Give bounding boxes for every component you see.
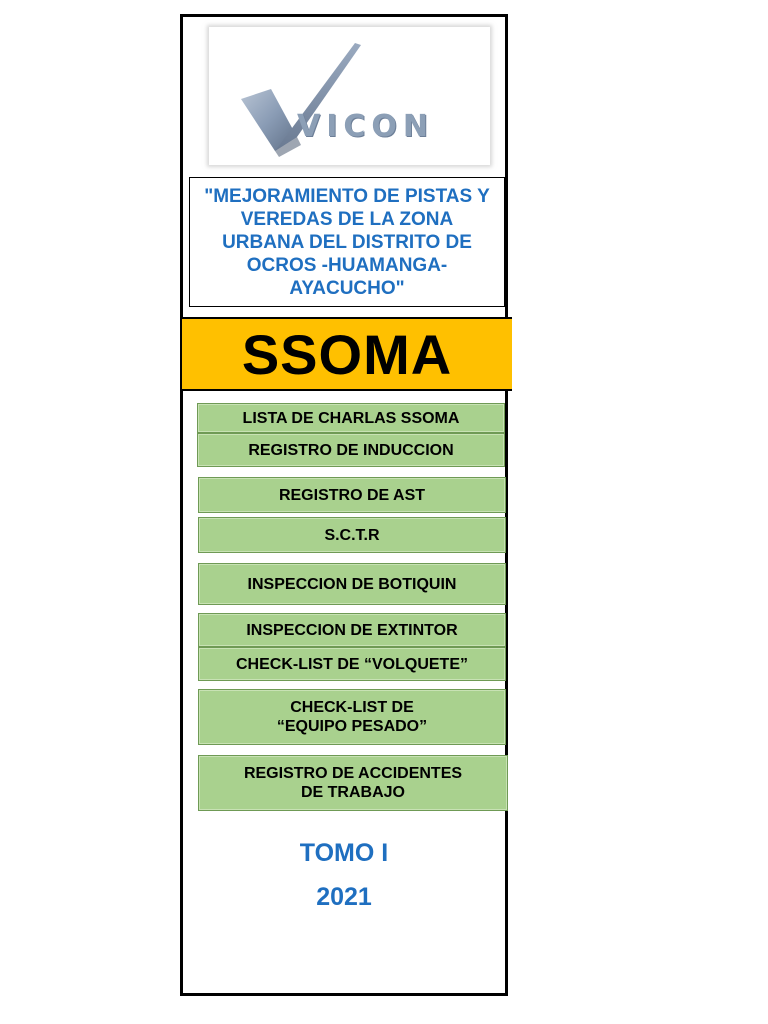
item-inspeccion-botiquin (198, 563, 506, 605)
item-label: INSPECCION DE EXTINTOR (246, 621, 458, 639)
project-title: "MEJORAMIENTO DE PISTAS Y VEREDAS DE LA ZONA URBANA DEL DISTRITO DE OCROS -HUAMANGA- AYACUCHO" (204, 185, 490, 299)
vicon-logo-mark (209, 27, 490, 165)
item-checklist-equipo-pesado (198, 689, 506, 745)
item-label-line-1: CHECK-LIST DE (290, 699, 414, 716)
item-registro-induccion (197, 433, 505, 467)
item-label: REGISTRO DE AST (278, 486, 426, 504)
logo-text: VICON (297, 111, 435, 143)
item-label: INSPECCION DE BOTIQUIN (247, 575, 457, 593)
item-label-line-2: DE TRABAJO (300, 784, 405, 801)
item-inspeccion-extintor (198, 613, 506, 647)
year-label: 2021 (316, 883, 372, 911)
item-label: LISTA DE CHARLAS SSOMA (242, 409, 460, 427)
item-label: S.C.T.R (324, 526, 380, 544)
item-lista-charlas (197, 403, 505, 433)
item-label: CHECK-LIST DE “VOLQUETE” (235, 655, 468, 673)
item-registro-ast (198, 477, 506, 513)
project-title-box (189, 177, 505, 307)
item-label-line-1: REGISTRO DE ACCIDENTES (243, 765, 463, 782)
item-registro-accidentes (198, 755, 508, 811)
item-label-line-2: “EQUIPO PESADO” (276, 718, 428, 735)
item-sctr (198, 517, 506, 553)
item-label: REGISTRO DE INDUCCION (248, 441, 454, 459)
volume-label: TOMO I (299, 839, 389, 867)
section-band (182, 317, 512, 391)
binder-spine (180, 14, 508, 996)
section-title: SSOMA (241, 322, 453, 386)
company-logo (209, 27, 490, 165)
item-checklist-volquete (198, 647, 506, 681)
